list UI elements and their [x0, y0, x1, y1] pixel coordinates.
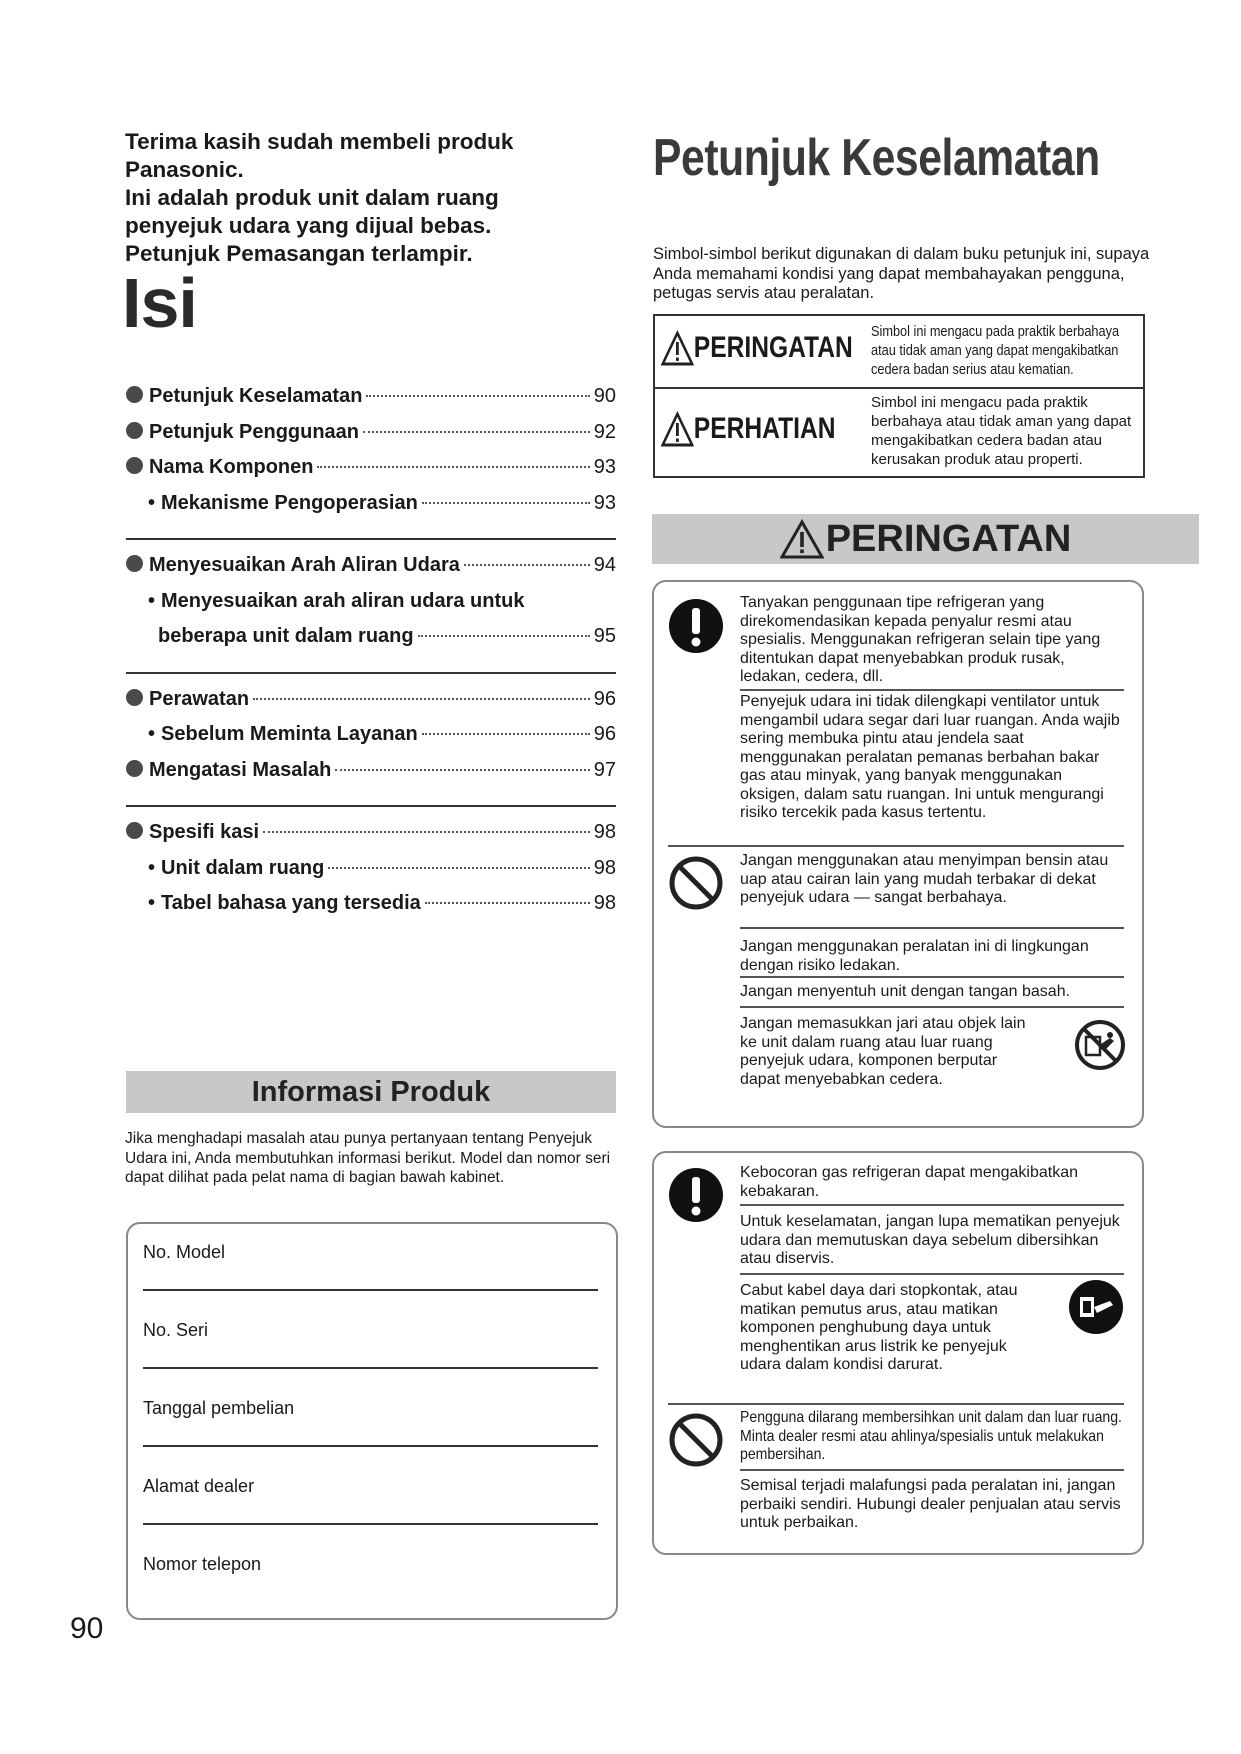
toc-leader: [366, 395, 589, 397]
warning-item: Jangan menggunakan atau menyimpan bensin atau uap atau cairan lain yang mudah terbakar di dekat penyejuk udara — sangat berbahaya.: [740, 852, 1109, 906]
toc-item[interactable]: [126, 421, 616, 457]
warning-item: Jangan menggunakan peralatan ini di lingkungan dengan risiko ledakan.: [740, 938, 1089, 974]
bullet-dot-icon: [126, 386, 143, 403]
toc-item[interactable]: [126, 821, 616, 857]
toc-subitem[interactable]: [126, 590, 616, 626]
toc-item[interactable]: [126, 554, 616, 590]
warning-triangle-icon: [780, 519, 824, 559]
unplug-icon: [1068, 1279, 1124, 1335]
toc-leader: [363, 431, 590, 433]
bullet-dot-icon: [126, 689, 143, 706]
toc-label: beberapa unit dalam ruang: [158, 625, 414, 647]
toc-item[interactable]: [126, 456, 616, 492]
field-dealer-address[interactable]: [143, 1476, 598, 1525]
toc-page: 96: [593, 723, 616, 745]
toc-item[interactable]: [126, 759, 616, 795]
toc-page: 93: [593, 456, 616, 478]
toc-page: 98: [593, 892, 616, 914]
intro-line: Petunjuk Pemasangan terlampir.: [125, 241, 473, 266]
toc-leader: [464, 564, 590, 566]
warning-box-1: [652, 580, 1144, 1128]
toc-divider: [126, 805, 616, 807]
field-phone[interactable]: [143, 1554, 598, 1575]
item-divider: [740, 927, 1124, 929]
field-purchase-date[interactable]: [143, 1398, 598, 1447]
toc-subitem[interactable]: [126, 492, 616, 528]
field-model[interactable]: [143, 1242, 598, 1291]
toc-leader: [328, 867, 589, 869]
contents-title: Isi: [122, 264, 197, 342]
intro-line: Panasonic.: [125, 157, 244, 182]
toc-label: Mengatasi Masalah: [149, 758, 332, 781]
toc-leader: [418, 635, 590, 637]
toc-subitem[interactable]: [126, 892, 616, 928]
bullet-icon: •: [148, 491, 156, 514]
toc-leader: [253, 698, 590, 700]
warning-item: Penyejuk udara ini tidak dilengkapi ventilator untuk mengambil udara segar dari luar ruangan. Anda wajib sering membuka pintu atau jendela saat menggunakan peralatan pemanas berbahan bakar gas atau minyak, yang banyak menggunakan oksigen, dalam satu ruangan. Ini untuk mengurangi risiko tercekik pada kasus tertentu.: [740, 693, 1120, 821]
bullet-icon: •: [148, 856, 156, 879]
toc-label: Unit dalam ruang: [161, 856, 325, 879]
toc-page: 90: [593, 385, 616, 407]
warning-heading-text: PERINGATAN: [825, 517, 1072, 560]
legend-label-text: PERHATIAN: [693, 412, 836, 445]
toc-label: Spesifi kasi: [149, 821, 260, 843]
warning-item: Semisal terjadi malafungsi pada peralatan ini, jangan perbaiki sendiri. Hubungi dealer penjualan atau servis untuk perbaikan.: [740, 1477, 1121, 1531]
prohibited-icon: [668, 855, 724, 911]
toc-subitem-continued[interactable]: [126, 625, 616, 661]
bullet-dot-icon: [126, 422, 143, 439]
field-label: Tanggal pembelian: [143, 1398, 295, 1418]
item-divider: [740, 1006, 1124, 1008]
toc-page: 95: [593, 625, 616, 647]
item-divider: [740, 1469, 1124, 1471]
product-info-form: [126, 1222, 618, 1620]
field-label: No. Seri: [143, 1320, 209, 1340]
safety-intro: Simbol-simbol berikut digunakan di dalam buku petunjuk ini, supaya Anda memahami kondisi yang dapat membahayakan pengguna, petugas servis atau peralatan.: [653, 245, 1150, 302]
field-serial[interactable]: [143, 1320, 598, 1369]
warning-item: Jangan memasukkan jari atau objek lain ke unit dalam ruang atau luar ruang penyejuk udara, komponen berputar dapat menyebabkan cedera.: [740, 1015, 1026, 1088]
intro-line: Terima kasih sudah membeli produk: [125, 129, 514, 154]
item-divider: [668, 845, 1124, 847]
warning-box-2: [652, 1151, 1144, 1555]
toc-label: Mekanisme Pengoperasian: [161, 491, 418, 514]
bullet-dot-icon: [126, 555, 143, 572]
mandatory-exclamation-icon: [668, 598, 724, 654]
legend-label: [661, 330, 853, 366]
safety-title: Petunjuk Keselamatan: [653, 129, 1100, 187]
mandatory-exclamation-icon: [668, 1167, 724, 1223]
bullet-dot-icon: [126, 457, 143, 474]
warning-item: Jangan menyentuh unit dengan tangan basah.: [740, 983, 1071, 1000]
page-number: 90: [70, 1612, 104, 1645]
toc-leader: [263, 831, 590, 833]
toc-label: Sebelum Meminta Layanan: [161, 723, 418, 745]
toc-divider: [126, 538, 616, 540]
field-label: Nomor telepon: [143, 1554, 262, 1574]
toc-leader: [422, 733, 590, 735]
toc-label: Tabel bahasa yang tersedia: [161, 892, 421, 914]
item-divider: [740, 976, 1124, 978]
legend-desc: Simbol ini mengacu pada praktik berbahaya atau tidak aman yang dapat mengakibatkan cedera badan atau kerusakan produk atau properti.: [871, 394, 1132, 468]
toc-leader: [335, 769, 589, 771]
field-line: [143, 1523, 598, 1525]
legend-label-text: PERINGATAN: [693, 331, 853, 364]
bullet-icon: •: [148, 892, 156, 914]
toc-leader: [422, 502, 590, 504]
warning-heading: [652, 514, 1199, 564]
item-divider: [740, 689, 1124, 691]
symbol-legend: [653, 314, 1145, 478]
toc-divider: [126, 672, 616, 674]
toc-label: Petunjuk Penggunaan: [149, 420, 360, 443]
warning-item: Cabut kabel daya dari stopkontak, atau matikan pemutus arus, atau matikan komponen penghubung daya untuk menghentikan arus listrik ke penyejuk udara dalam kondisi darurat.: [740, 1282, 1018, 1373]
bullet-icon: •: [148, 723, 156, 745]
bullet-dot-icon: [126, 760, 143, 777]
field-line: [143, 1445, 598, 1447]
legend-desc: Simbol ini mengacu pada praktik berbahaya atau tidak aman yang dapat mengakibatkan cedera badan serius atau kematian.: [871, 323, 1120, 378]
item-divider: [740, 1273, 1124, 1275]
toc-page: 92: [593, 420, 616, 443]
item-divider: [668, 1403, 1124, 1405]
toc-page: 93: [593, 491, 616, 514]
toc-label: Nama Komponen: [149, 456, 314, 478]
table-of-contents: [126, 385, 616, 928]
item-divider: [740, 1204, 1124, 1206]
toc-page: 97: [593, 758, 616, 781]
warning-item: Tanyakan penggunaan tipe refrigeran yang direkomendasikan kepada penyalur resmi atau spesialis. Menggunakan refrigeran selain tipe yang ditentukan dapat menyebabkan produk rusak, ledakan, cedera, dll.: [740, 594, 1101, 685]
toc-leader: [317, 466, 589, 468]
legend-caution: [655, 389, 1143, 474]
bullet-icon: •: [148, 589, 156, 612]
intro-line: Ini adalah produk unit dalam ruang: [125, 185, 499, 210]
toc-page: 96: [593, 687, 616, 710]
toc-leader: [425, 902, 590, 904]
intro-text: [125, 128, 625, 268]
field-line: [143, 1367, 598, 1369]
toc-label: Perawatan: [149, 687, 250, 710]
warning-item: Kebocoran gas refrigeran dapat mengakibatkan kebakaran.: [740, 1164, 1078, 1200]
legend-label: [661, 411, 835, 447]
intro-line: penyejuk udara yang dijual bebas.: [125, 213, 492, 238]
prohibited-icon: [668, 1412, 724, 1468]
toc-item[interactable]: [126, 688, 616, 724]
product-info-heading: Informasi Produk: [126, 1071, 616, 1113]
toc-subitem[interactable]: [126, 857, 616, 893]
warning-item: Pengguna dilarang membersihkan unit dalam dan luar ruang. Minta dealer resmi atau ahlinya/spesialis untuk melakukan pembersihan.: [740, 1409, 1122, 1463]
field-label: Alamat dealer: [143, 1476, 255, 1496]
caution-triangle-icon: [661, 411, 694, 447]
field-line: [143, 1289, 598, 1291]
toc-page: 94: [593, 554, 616, 576]
field-label: No. Model: [143, 1242, 226, 1262]
toc-item[interactable]: [126, 385, 616, 421]
warning-item: Untuk keselamatan, jangan lupa mematikan penyejuk udara dan memutuskan daya sebelum dibersihkan atau diservis.: [740, 1213, 1120, 1267]
no-fingers-icon: [1074, 1019, 1126, 1071]
toc-label: Menyesuaikan Arah Aliran Udara: [149, 554, 460, 576]
toc-page: 98: [593, 856, 616, 879]
warning-triangle-icon: [661, 330, 694, 366]
bullet-dot-icon: [126, 822, 143, 839]
toc-page: 98: [593, 821, 616, 843]
toc-label: Menyesuaikan arah aliran udara untuk: [161, 589, 525, 612]
toc-label: Petunjuk Keselamatan: [149, 385, 363, 407]
toc-subitem[interactable]: [126, 723, 616, 759]
product-info-text: Jika menghadapi masalah atau punya pertanyaan tentang Penyejuk Udara ini, Anda membutuhkan informasi berikut. Model dan nomor seri dapat dilihat pada pelat nama di bagian bawah kabinet.: [125, 1130, 611, 1186]
legend-warning: [655, 316, 1143, 387]
